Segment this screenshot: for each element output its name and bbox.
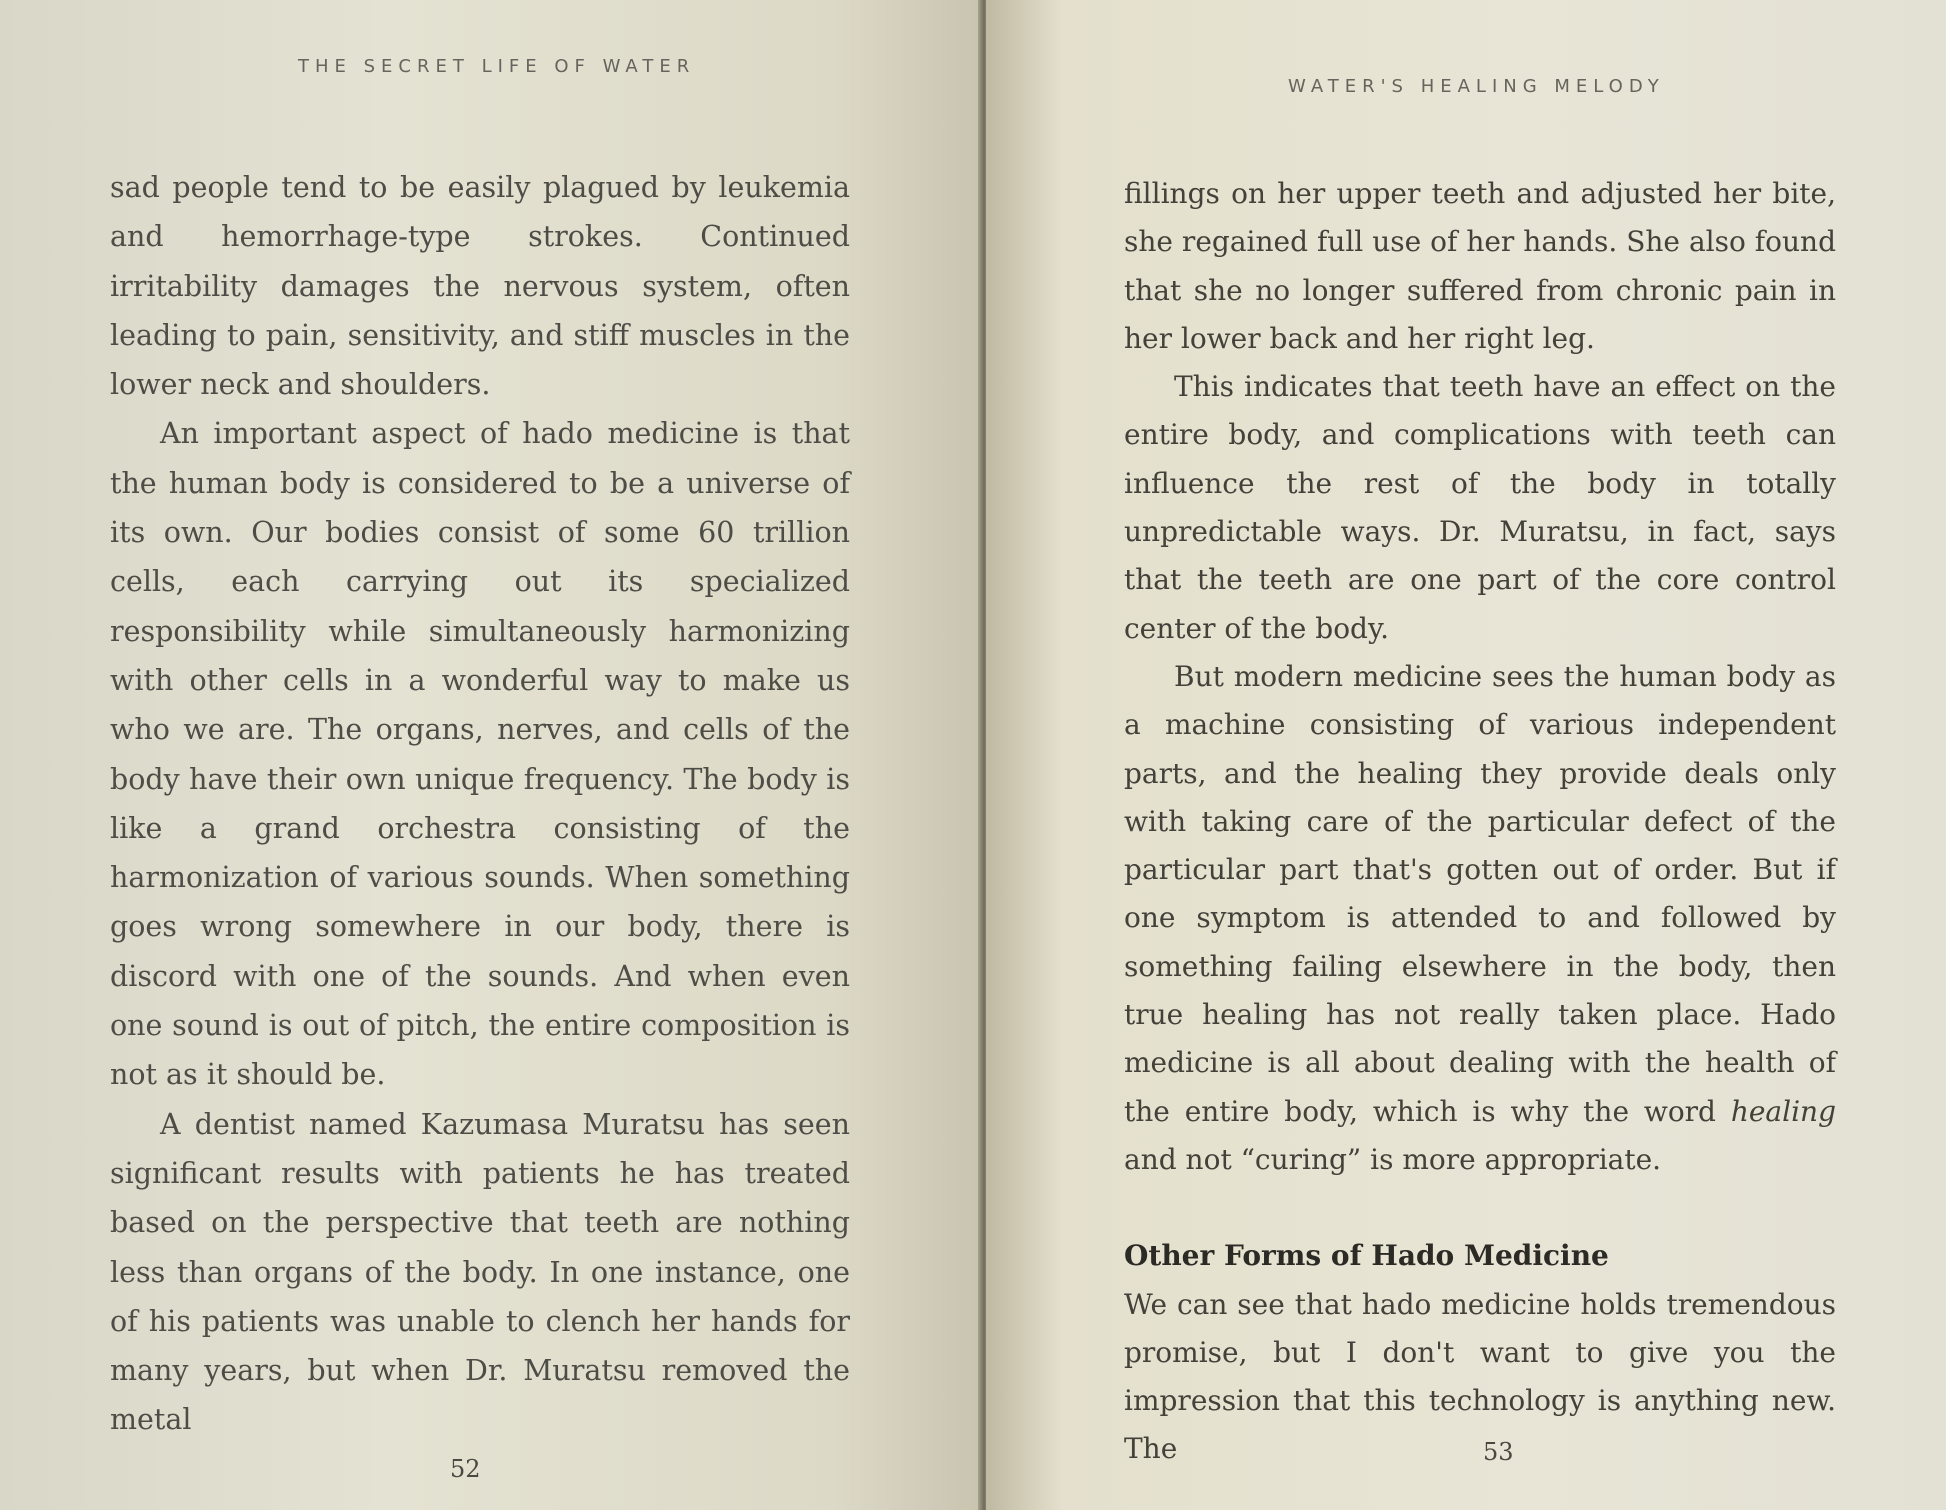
right-running-head: WATER'S HEALING MELODY: [1288, 76, 1665, 97]
right-paragraph-4: We can see that hado medicine holds tremendous promise, but I don't want to give you the impression that this technology is anything new. The: [1124, 1287, 1836, 1466]
right-paragraph-3-text: But modern medicine sees the human body as a machine consisting of various independent parts, and the healing they provide deals only with taking care of the particular defect of the particular part that's gotten out of order. But if one symptom is attended to and followed by something failing elsewhere in the body, then true healing has not really taken place. Hado medicine is all about dealing with the health of the entire body, which is why the word: [1124, 659, 1836, 1128]
right-paragraph-3: [1124, 653, 1836, 1184]
italic-healing: healing: [1730, 1094, 1836, 1128]
section-subheading: Other Forms of Hado Medicine: [1124, 1239, 1609, 1273]
left-page-number: 52: [450, 1455, 481, 1483]
right-page-number: 53: [1483, 1438, 1514, 1466]
right-paragraph-3-end: and not “curing” is more appropriate.: [1124, 1142, 1662, 1176]
right-paragraph-1: fillings on her upper teeth and adjusted her bite, she regained full use of her hands. She also found that she no longer suffered from chronic pain in her lower back and her right leg.: [1124, 177, 1836, 355]
left-paragraph-2: An important aspect of hado medicine is that the human body is considered to be a universe of its own. Our bodies consist of some 60 trillion cells, each carrying out its specialized responsibility while simultaneously harmonizing with other cells in a wonderful way to make us who we are. The organs, nerves, and cells of the body have their own unique frequency. The body is like a grand orchestra consisting of the harmonization of various sounds. When something goes wrong somewhere in our body, there is discord with one of the sounds. And when even one sound is out of pitch, the entire composition is not as it should be.: [110, 417, 850, 1092]
left-body-text: [110, 163, 850, 1445]
right-body-text: [1124, 170, 1836, 1474]
left-paragraph-3: A dentist named Kazumasa Muratsu has seen significant results with patients he has treated based on the perspective that teeth are nothing less than organs of the body. In one instance, one of his patients was unable to clench her hands for many years, but when Dr. Muratsu removed the metal: [110, 1107, 850, 1437]
left-running-head: THE SECRET LIFE OF WATER: [298, 56, 696, 77]
right-paragraph-2: This indicates that teeth have an effect on the entire body, and complications with teeth can influence the rest of the body in totally unpredictable ways. Dr. Muratsu, in fact, says that the teeth are one part of the core control center of the body.: [1124, 370, 1836, 645]
left-paragraph-1: sad people tend to be easily plagued by leukemia and hemorrhage-type strokes. Continued irritability damages the nervous system, often leading to pain, sensitivity, and stiff muscles in the lower neck and shoulders.: [110, 171, 850, 402]
right-page: [986, 0, 1946, 1510]
